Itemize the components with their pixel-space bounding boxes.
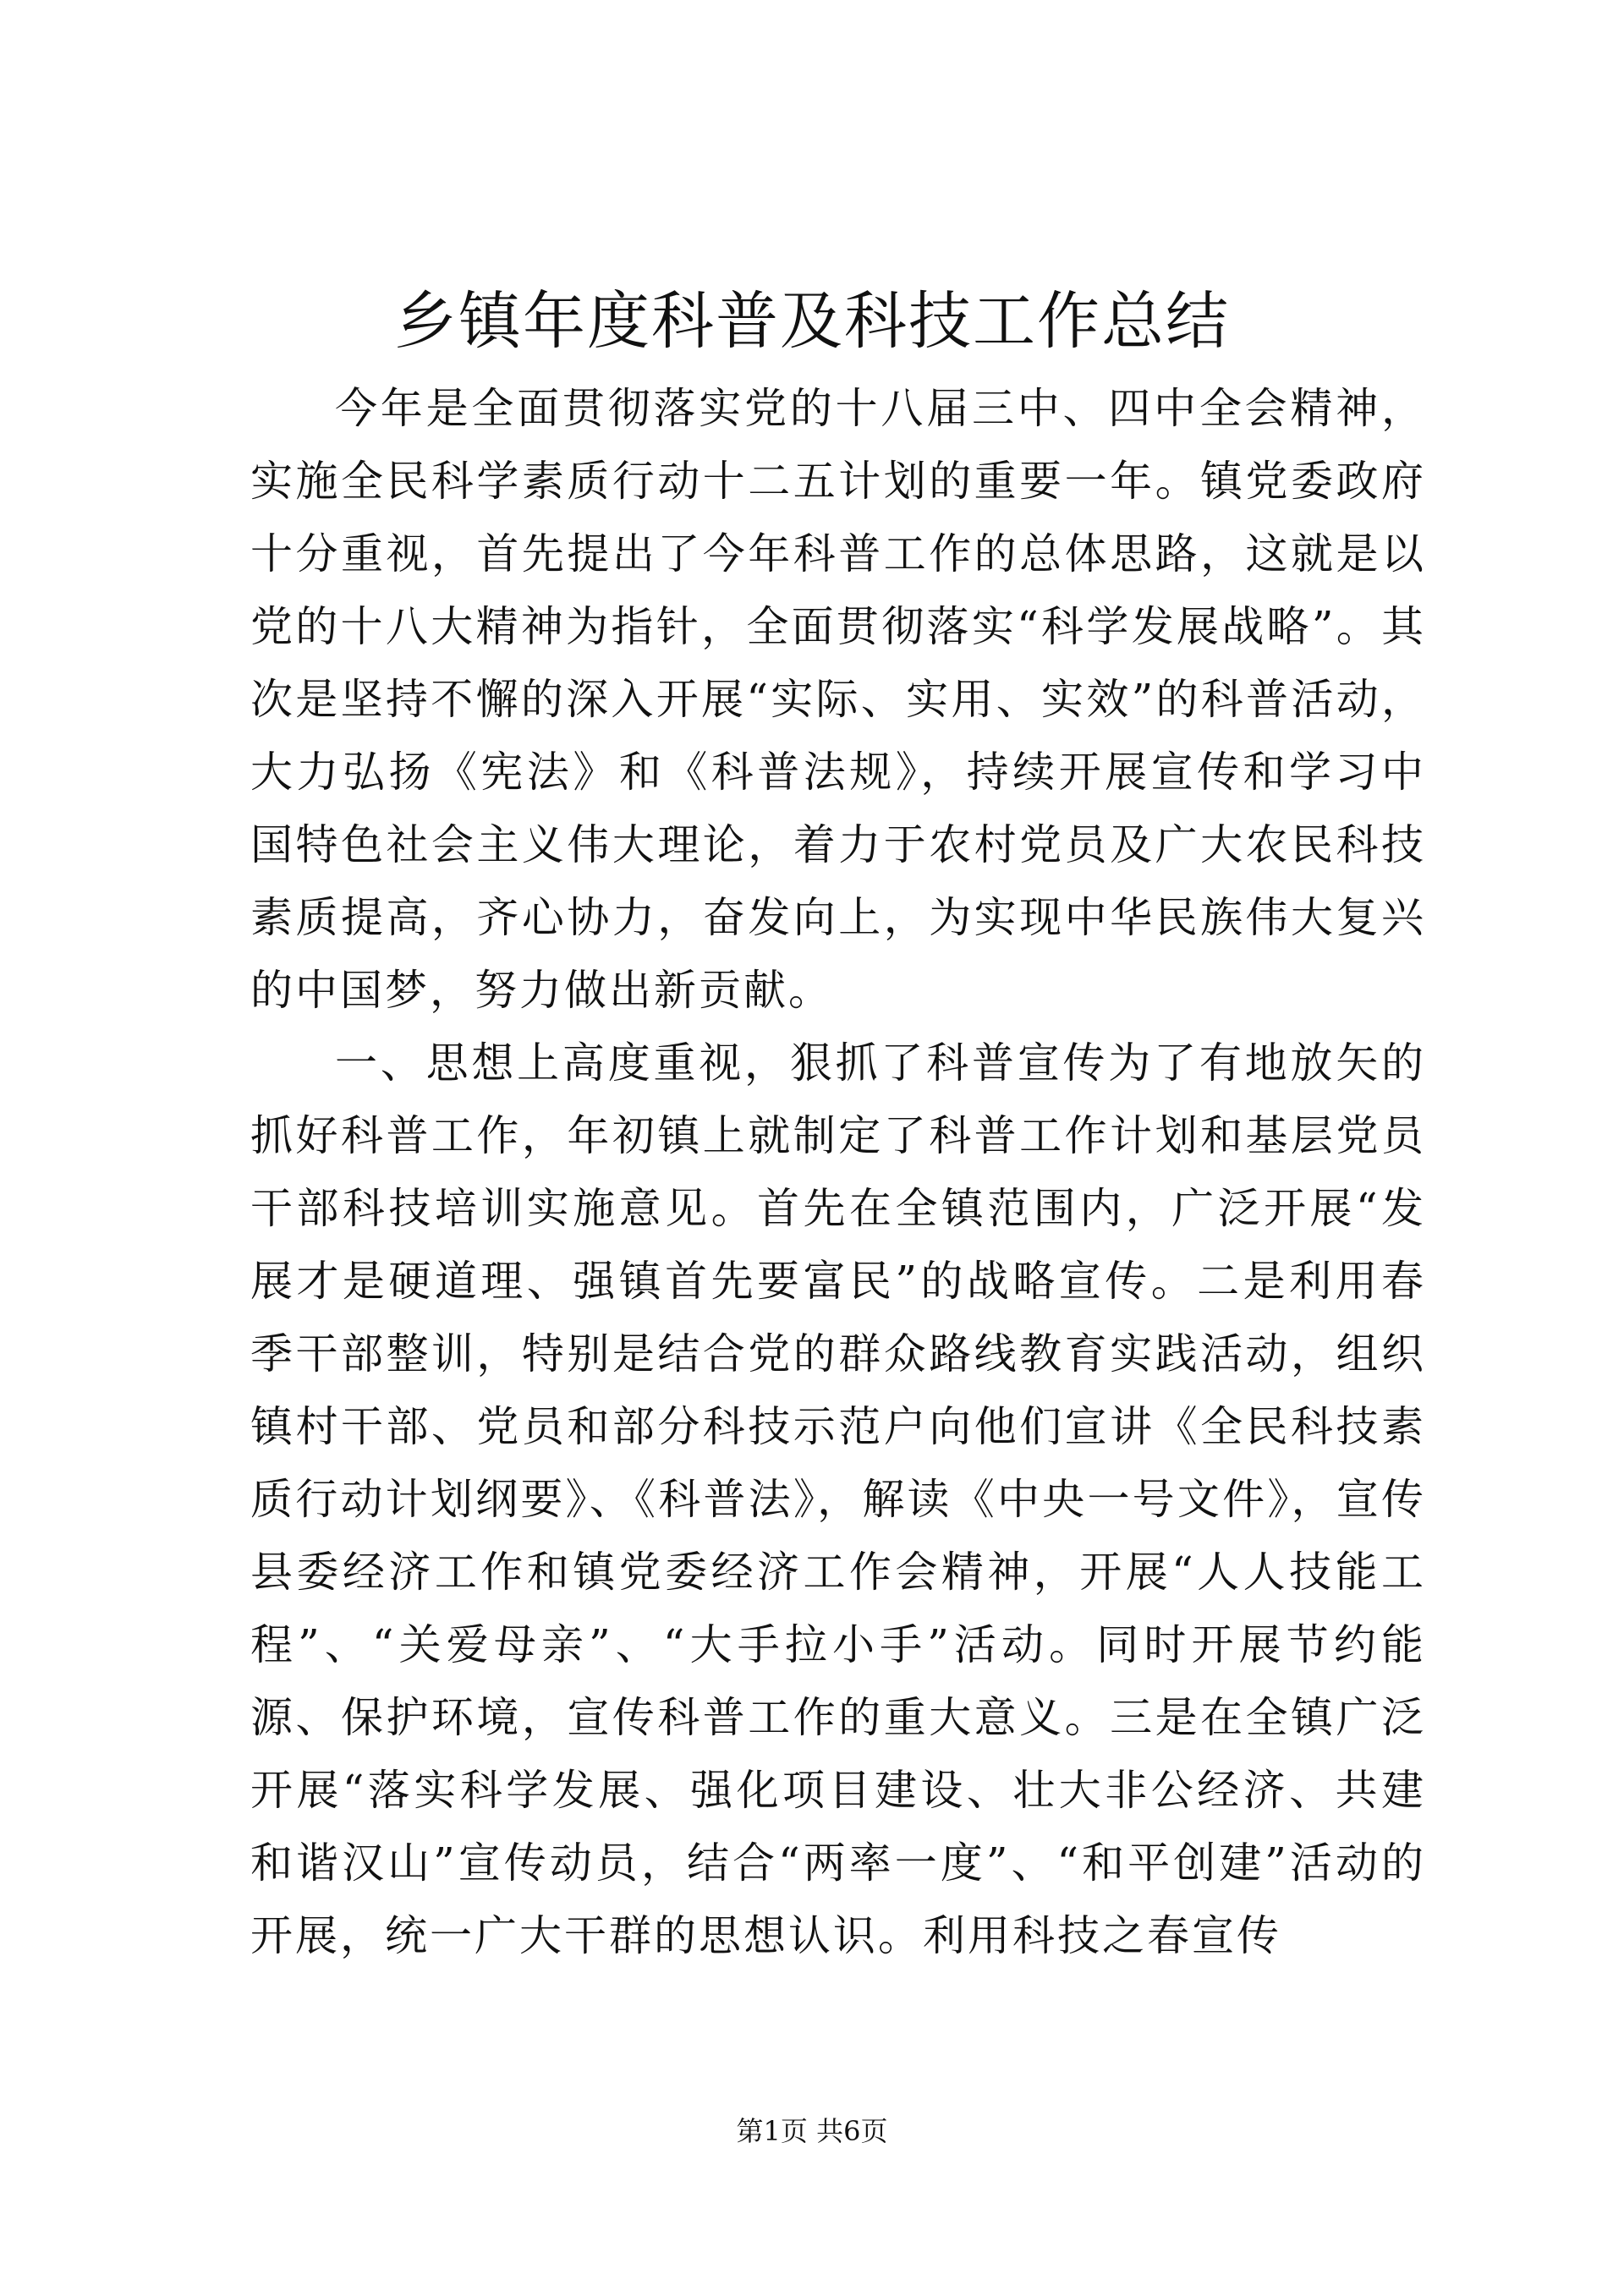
- document-title: 乡镇年度科普及科技工作总结: [394, 285, 1230, 358]
- page-number: 第1页 共6页: [736, 2115, 888, 2147]
- document-body: [250, 372, 1426, 1972]
- paragraph-section-one: 一、思想上高度重视，狠抓了科普宣传为了有地放矢的抓好科普工作，年初镇上就制定了科普工作计划和基层党员干部科技培训实施意见。首先在全镇范围内，广泛开展“发展才是硬道理、强镇首先要富民”的战略宣传。二是利用春季干部整训，特别是结合党的群众路线教育实践活动，组织镇村干部、党员和部分科技示范户向他们宣讲《全民科技素质行动计划纲要》、《科普法》，解读《中央一号文件》，宣传县委经济工作和镇党委经济工作会精神，开展“人人技能工程”、“关爱母亲”、“大手拉小手”活动。同时开展节约能源、保护环境，宣传科普工作的重大意义。三是在全镇广泛开展“落实科学发展、强化项目建设、壮大非公经济、共建和谐汉山”宣传动员，结合“两率一度”、“和平创建”活动的开展，统一广大干群的思想认识。利用科技之春宣传: [250, 1038, 1426, 1960]
- paragraph-intro: 今年是全面贯彻落实党的十八届三中、四中全会精神，实施全民科学素质行动十二五计划的重要一年。镇党委政府十分重视，首先提出了今年科普工作的总体思路，这就是以党的十八大精神为指针，全面贯彻落实“科学发展战略”。其次是坚持不懈的深入开展“实际、实用、实效”的科普活动，大力弘扬《宪法》和《科普法规》，持续开展宣传和学习中国特色社会主义伟大理论，着力于农村党员及广大农民科技素质提高，齐心协力，奋发向上，为实现中华民族伟大复兴的中国梦，努力做出新贡献。: [250, 384, 1426, 1015]
